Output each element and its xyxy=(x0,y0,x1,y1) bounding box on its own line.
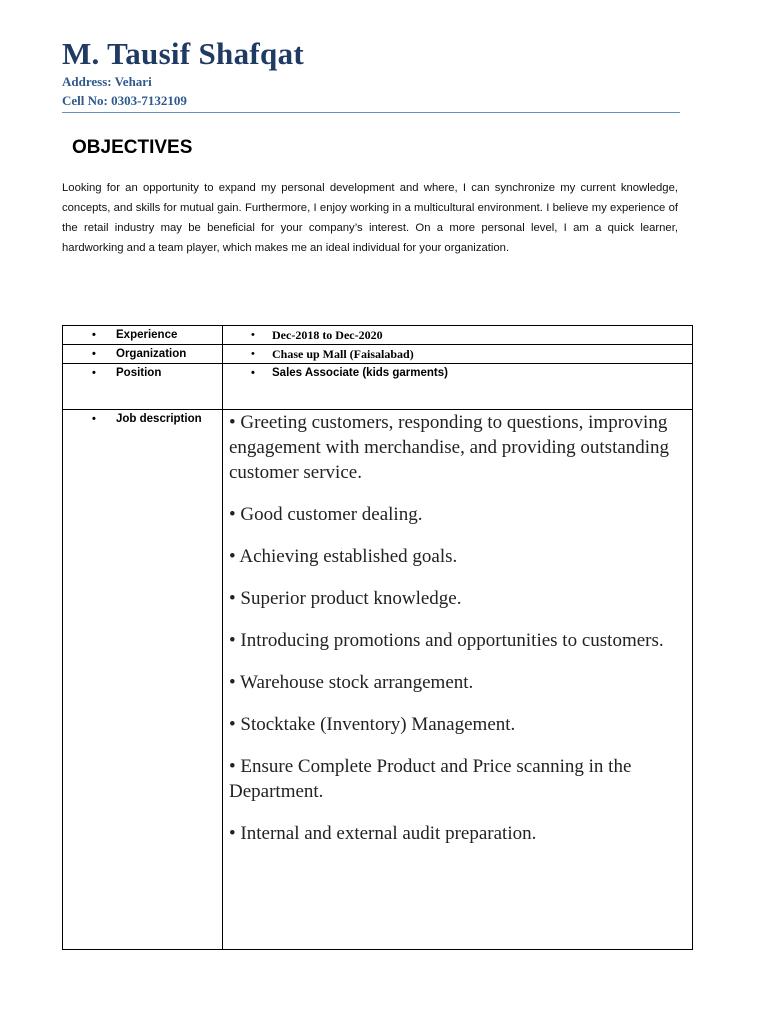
duty-item: • Good customer dealing. xyxy=(229,504,423,525)
row-label-cell xyxy=(63,410,223,950)
duty-item: • Superior product knowledge. xyxy=(229,588,462,609)
bullet-icon: • xyxy=(251,367,255,379)
row-value-cell xyxy=(223,326,693,345)
address: Address: Vehari xyxy=(62,74,152,89)
table-row xyxy=(63,364,693,410)
experience-value: Dec-2018 to Dec-2020 xyxy=(272,328,383,342)
duty-item: • Warehouse stock arrangement. xyxy=(229,672,474,693)
position-label: Position xyxy=(116,367,162,379)
job-description-cell xyxy=(223,410,693,950)
duty-item: • Internal and external audit preparation. xyxy=(229,823,537,844)
objectives-heading: OBJECTIVES xyxy=(72,137,193,158)
row-label-cell xyxy=(63,326,223,345)
duty-item: • Introducing promotions and opportunities to customers. xyxy=(229,630,664,651)
bullet-icon: • xyxy=(92,348,96,360)
table-row xyxy=(63,345,693,364)
cell-number: Cell No: 0303-7132109 xyxy=(62,93,187,108)
experience-label: Experience xyxy=(116,329,178,341)
duty-item: • Ensure Complete Product and Price scanning in the Department. xyxy=(229,756,632,802)
duty-item: • Stocktake (Inventory) Management. xyxy=(229,714,516,735)
bullet-icon: • xyxy=(251,348,255,360)
row-label-cell xyxy=(63,364,223,410)
bullet-icon: • xyxy=(251,329,255,341)
duties-list xyxy=(223,410,692,846)
row-value-cell xyxy=(223,364,693,410)
header-divider xyxy=(62,112,680,113)
bullet-icon: • xyxy=(92,367,96,379)
duty-item: • Achieving established goals. xyxy=(229,546,458,567)
duty-item: • Greeting customers, responding to questions, improving engagement with merchandise, and providing outstanding customer service. xyxy=(229,412,670,483)
organization-label: Organization xyxy=(116,348,187,360)
table-row xyxy=(63,326,693,345)
bullet-icon: • xyxy=(92,329,96,341)
objectives-text: Looking for an opportunity to expand my personal development and where, I can synchronize my current knowledge, concepts, and skills for mutual gain. Furthermore, I enjoy working in a multicultural environment. I believe my experience of the retail industry may be beneficial for your company’s interest. On a more personal level, I am a quick learner, hardworking and a team player, which makes me an ideal individual for your organization. xyxy=(62,182,678,254)
candidate-name: M. Tausif Shafqat xyxy=(62,36,304,71)
organization-value: Chase up Mall (Faisalabad) xyxy=(272,347,414,361)
row-label-cell xyxy=(63,345,223,364)
row-value-cell xyxy=(223,345,693,364)
bullet-icon: • xyxy=(92,413,96,425)
position-value: Sales Associate (kids garments) xyxy=(272,367,448,379)
job-description-label: Job description xyxy=(116,413,202,425)
experience-table xyxy=(62,325,693,950)
table-row xyxy=(63,410,693,950)
